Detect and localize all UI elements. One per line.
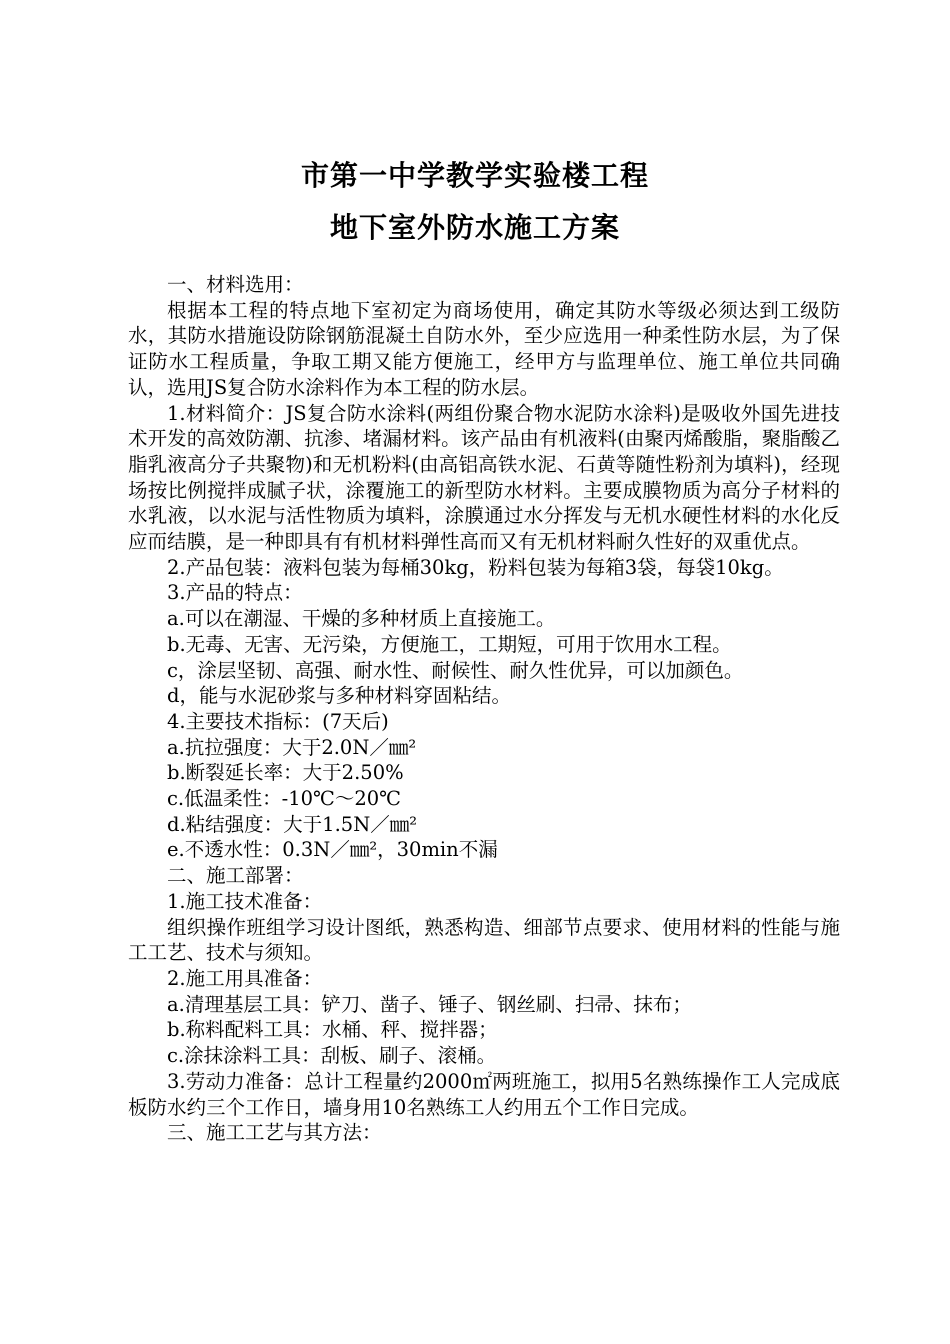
paragraph: a.可以在潮湿、干燥的多种材质上直接施工。 [167,607,556,631]
paragraph: c，涂层坚韧、高强、耐水性、耐候性、耐久性优异，可以加颜色。 [167,658,744,682]
title-line-2: 地下室外防水施工方案 [329,211,620,244]
paragraph: 二、施工部署： [167,864,304,888]
paragraph: 3.产品的特点： [167,581,303,605]
paragraph: 4.主要技术指标：(7天后) [167,709,389,733]
paragraph: d.粘结强度：大于1.5N／㎜² [167,812,418,836]
paragraph: d，能与水泥砂浆与多种材料穿固粘结。 [167,684,511,708]
paragraph: c.低温柔性：-10℃～20℃ [167,787,401,811]
paragraph: b.无毒、无害、无污染，方便施工，工期短，可用于饮用水工程。 [167,632,732,656]
paragraph: c.涂抹涂料工具：刮板、刷子、滚桶。 [167,1044,497,1068]
paragraph: 1.材料简介：JS复合防水涂料(两组份聚合物水泥防水涂料)是吸收外国先进技术开发的高效防潮、抗渗、堵漏材料。该产品由有机液料(由聚丙烯酸脂，聚脂酸乙脂乳液高分子共聚物)和无机粉料(由高铝高铁水泥、石黄等随性粉剂为填料)，经现场按比例搅拌成腻子状，涂覆施工的新型防水材料。主要成膜物质为高分子材料的水乳液，以水泥与活性物质为填料，涂膜通过水分挥发与无机水硬性材料的水化反应而结膜，是一种即具有有机材料弹性高而又有无机材料耐久性好的双重优点。 [128,401,840,554]
paragraph: 根据本工程的特点地下室初定为商场使用，确定其防水等级必须达到工级防水，其防水措施设防除钢筋混凝土自防水外，至少应选用一种柔性防水层，为了保证防水工程质量，争取工期又能方便施工，经甲方与监理单位、施工单位共同确认，选用JS复合防水涂料作为本工程的防水层。 [128,298,840,399]
paragraph: a.清理基层工具：铲刀、凿子、锤子、钢丝刷、扫帚、抹布； [167,992,692,1016]
document-title [0,150,950,254]
paragraph: 3.劳动力准备：总计工程量约2000㎡两班施工，拟用5名熟练操作工人完成底板防水约三个工作日，墙身用10名熟练工人约用五个工作日完成。 [128,1069,840,1119]
paragraph: 一、材料选用： [167,273,304,296]
paragraph: b.断裂延长率：大于2.50% [167,761,404,785]
paragraph: b.称料配料工具：水桶、秤、搅拌器； [167,1018,498,1042]
paragraph: 三、施工工艺与其方法： [167,1121,382,1145]
paragraph: e.不透水性：0.3N／㎜²，30min不漏 [167,838,498,862]
paragraph: 组织操作班组学习设计图纸，熟悉构造、细部节点要求、使用材料的性能与施工工艺、技术与须知。 [128,915,840,965]
paragraph: 1.施工技术准备： [167,889,323,913]
paragraph: 2.产品包装：液料包装为每桶30kg，粉料包装为每箱3袋，每袋10kg。 [167,555,784,579]
paragraph: a.抗拉强度：大于2.0N／㎜² [167,735,417,759]
document-body [128,272,840,1146]
paragraph: 2.施工用具准备： [167,966,323,990]
title-line-1: 市第一中学教学实验楼工程 [300,159,649,192]
